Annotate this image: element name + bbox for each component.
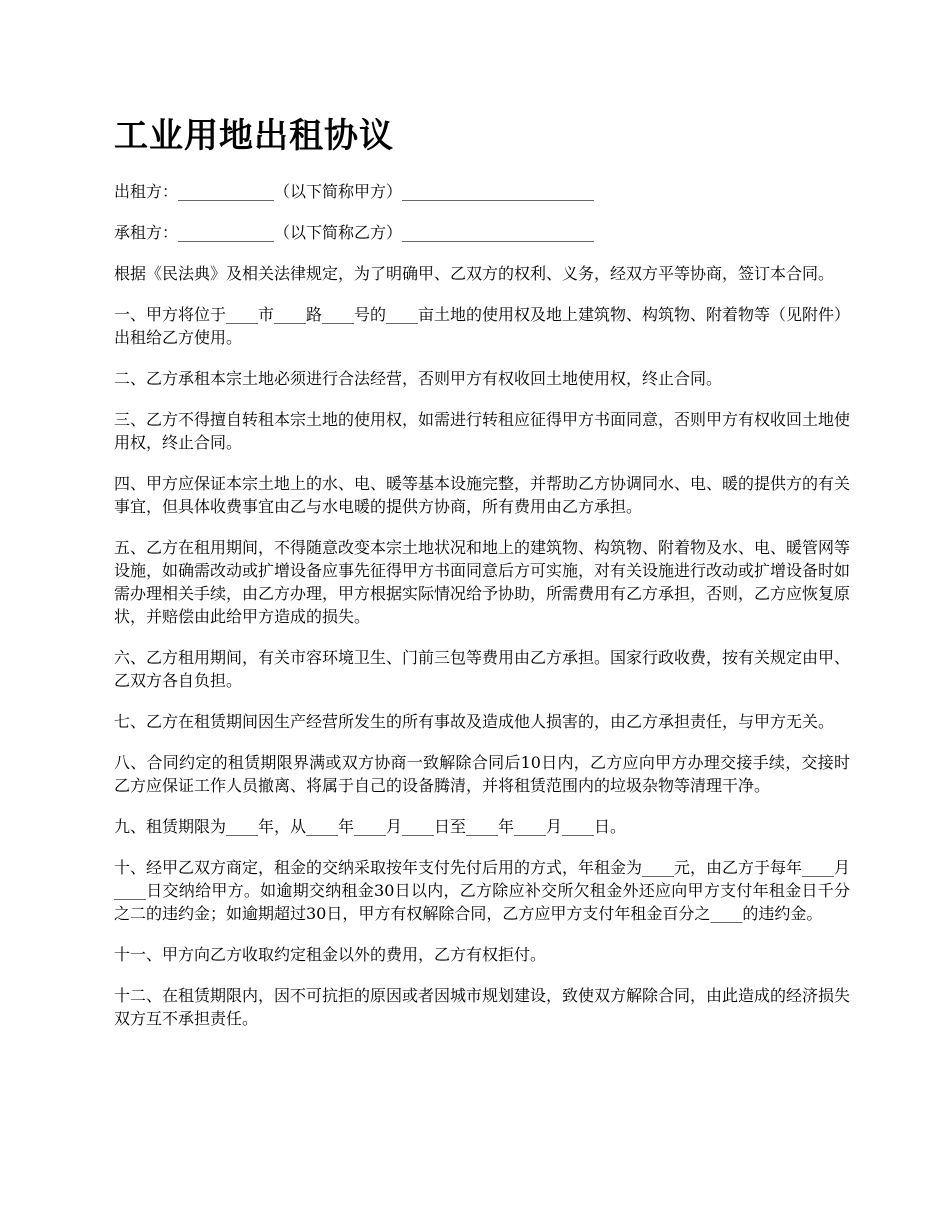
preamble-paragraph: 根据《民法典》及相关法律规定，为了明确甲、乙双方的权利、义务，经双方平等协商，签订本合同。	[114, 264, 835, 283]
clause-8: 八、合同约定的租赁期限界满或双方协商一致解除合同后10日内，乙方应向甲方办理交接手续，交接时乙方应保证工作人员撤离、将属于自己的设备腾清，并将租赁范围内的垃圾杂物等清理干净。	[114, 753, 850, 795]
clause-6: 六、乙方租用期间，有关市容环境卫生、门前三包等费用由乙方承担。国家行政收费，按有关规定由甲、乙双方各自负担。	[114, 648, 851, 690]
clause-3: 三、乙方不得擅自转租本宗土地的使用权，如需进行转租应征得甲方书面同意，否则甲方有权收回土地使用权，终止合同。	[114, 410, 851, 452]
clause-1: 一、甲方将位于____市____路____号的____亩土地的使用权及地上建筑物、构筑物、附着物等（见附件）出租给乙方使用。	[114, 305, 851, 347]
document-title: 工业用地出租协议	[114, 116, 394, 156]
clause-11: 十一、甲方向乙方收取约定租金以外的费用，乙方有权拒付。	[114, 945, 547, 964]
clause-4: 四、甲方应保证本宗土地上的水、电、暖等基本设施完整，并帮助乙方协调同水、电、暖的提供方的有关事宜，但具体收费事宜由乙与水电暖的提供方协商，所有费用由乙方承担。	[114, 474, 851, 516]
clause-9: 九、租赁期限为____年，从____年____月____日至____年____月____日。	[114, 817, 627, 836]
clause-2: 二、乙方承租本宗土地必须进行合法经营，否则甲方有权收回土地使用权，终止合同。	[114, 369, 723, 388]
clause-7: 七、乙方在租赁期间因生产经营所发生的所有事故及造成他人损害的，由乙方承担责任，与甲方无关。	[114, 712, 835, 731]
clause-12: 十二、在租赁期限内，因不可抗拒的原因或者因城市规划建设，致使双方解除合同，由此造成的经济损失双方互不承担责任。	[114, 986, 851, 1028]
lessee-line: 承租方：____________（以下简称乙方）________________________	[114, 223, 595, 242]
document-page	[114, 112, 850, 1048]
lessor-line: 出租方：____________（以下简称甲方）________________________	[114, 182, 595, 201]
clause-5: 五、乙方在租用期间，不得随意改变本宗土地状况和地上的建筑物、构筑物、附着物及水、电、暖管网等设施，如确需改动或扩增设备应事先征得甲方书面同意后方可实施，对有关设施进行改动或扩增设备时如需办理相关手续，由乙方办理，甲方根据实际情况给予协助，所需费用有乙方承担，否则，乙方应恢复原状，并赔偿由此给甲方造成的损失。	[114, 538, 851, 626]
clause-10: 十、经甲乙双方商定，租金的交纳采取按年支付先付后用的方式，年租金为____元，由乙方于每年____月____日交纳给甲方。如逾期交纳租金30日以内，乙方除应补交所欠租金外还应向甲方支付年租金日千分之二的违约金；如逾期超过30日，甲方有权解除合同，乙方应甲方支付年租金百分之____的违约金。	[114, 858, 851, 923]
